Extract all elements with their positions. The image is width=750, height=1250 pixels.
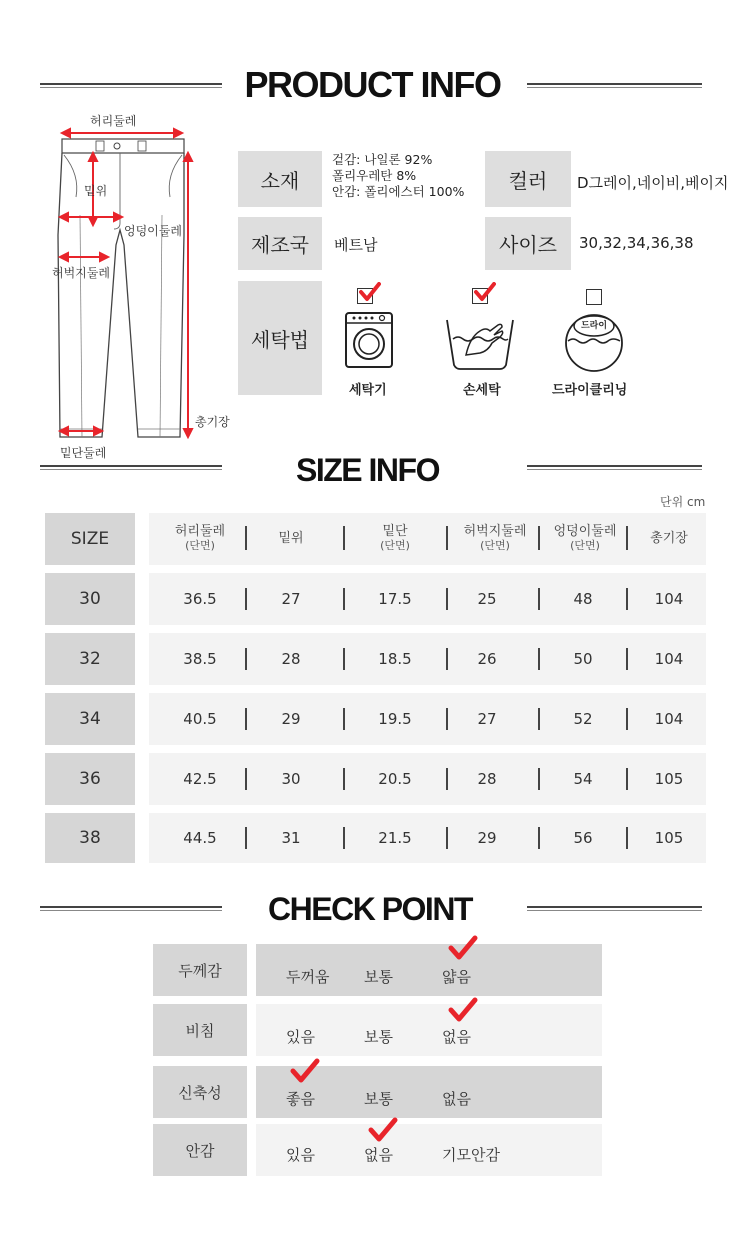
cp-label-sheerness: 비침: [153, 1004, 247, 1056]
size-cell: 38: [45, 813, 135, 863]
value-rise: 30: [281, 770, 301, 788]
column-divider: [446, 768, 448, 790]
value-hem: 18.5: [378, 650, 412, 668]
washing-machine-icon: [344, 311, 394, 369]
size-header: SIZE: [45, 513, 135, 565]
cp-option: 없음: [442, 1090, 471, 1108]
column-divider: [538, 708, 540, 730]
cp-label-lining: 안감: [153, 1124, 247, 1176]
hand-wash-icon: [444, 317, 516, 371]
cp-option-selected: 좋음: [286, 1090, 315, 1108]
size-info-title: SIZE INFO: [296, 452, 439, 488]
col-hip: 엉덩이둘레 (단면): [553, 524, 617, 552]
column-divider: [343, 708, 345, 730]
value-hem: 17.5: [378, 590, 412, 608]
wash-label-hand: 손세탁: [463, 383, 501, 398]
origin-label: 제조국: [238, 217, 322, 270]
check-icon: [368, 1117, 398, 1143]
cp-option: 두꺼움: [286, 968, 330, 986]
cp-label-thickness: 두께감: [153, 944, 247, 996]
col-rise: 밑위: [278, 531, 304, 546]
cp-row: [256, 944, 602, 996]
column-divider: [538, 768, 540, 790]
header-rule-right: [527, 465, 702, 470]
cp-option: 보통: [364, 968, 393, 986]
wash-label: 세탁법: [238, 281, 322, 395]
column-divider: [343, 526, 345, 550]
value-waist: 40.5: [183, 710, 217, 728]
dry-clean-icon-text: 드라이: [580, 321, 608, 331]
value-waist: 36.5: [183, 590, 217, 608]
cp-option: 있음: [286, 1146, 315, 1164]
check-icon: [474, 282, 496, 302]
label-hip: 엉덩이둘레: [124, 224, 182, 238]
pants-outline: [40, 125, 240, 460]
value-rise: 28: [281, 650, 301, 668]
cp-option: 보통: [364, 1090, 393, 1108]
header-rule-left: [40, 83, 222, 88]
label-thigh: 허벅지둘레: [52, 266, 110, 280]
table-row: [149, 693, 706, 745]
size-label: 사이즈: [485, 217, 571, 270]
value-rise: 31: [281, 829, 301, 847]
value-hem: 21.5: [378, 829, 412, 847]
check-icon: [359, 282, 381, 302]
column-divider: [343, 768, 345, 790]
header-rule-left: [40, 906, 222, 911]
label-rise: 밑위: [84, 184, 108, 198]
column-divider: [245, 588, 247, 610]
value-length: 105: [654, 770, 684, 788]
column-divider: [343, 588, 345, 610]
material-label: 소재: [238, 151, 322, 207]
value-hip: 48: [573, 590, 593, 608]
col-hem: 밑단 (단면): [380, 524, 410, 552]
column-divider: [446, 708, 448, 730]
column-divider: [538, 648, 540, 670]
unit-label: 단위 cm: [660, 495, 706, 509]
cp-label-stretch: 신축성: [153, 1066, 247, 1118]
column-divider: [245, 768, 247, 790]
cp-option-selected: 없음: [442, 1028, 471, 1046]
table-row: [149, 573, 706, 625]
material-line-1: 겉감: 나일론 92%: [332, 152, 433, 167]
cp-row: [256, 1124, 602, 1176]
value-waist: 38.5: [183, 650, 217, 668]
value-thigh: 28: [477, 770, 497, 788]
value-thigh: 29: [477, 829, 497, 847]
column-divider: [626, 827, 628, 849]
size-cell: 32: [45, 633, 135, 685]
label-hem: 밑단둘레: [60, 446, 107, 460]
column-divider: [626, 708, 628, 730]
column-divider: [446, 827, 448, 849]
check-icon: [448, 997, 478, 1023]
table-row: [149, 813, 706, 863]
header-rule-left: [40, 465, 222, 470]
material-line-3: 안감: 폴리에스터 100%: [332, 184, 465, 199]
value-hip: 50: [573, 650, 593, 668]
column-divider: [538, 827, 540, 849]
value-length: 104: [654, 590, 684, 608]
value-thigh: 26: [477, 650, 497, 668]
cp-option-selected: 없음: [364, 1146, 393, 1164]
wash-label-machine: 세탁기: [349, 383, 387, 398]
material-line-2: 폴리우레탄 8%: [332, 168, 417, 183]
value-waist: 44.5: [183, 829, 217, 847]
value-thigh: 27: [477, 710, 497, 728]
column-divider: [538, 526, 540, 550]
column-divider: [626, 588, 628, 610]
check-point-title: CHECK POINT: [268, 891, 472, 927]
origin-value: 베트남: [334, 236, 378, 254]
value-hem: 19.5: [378, 710, 412, 728]
column-divider: [446, 588, 448, 610]
col-thigh: 허벅지둘레 (단면): [463, 524, 527, 552]
value-waist: 42.5: [183, 770, 217, 788]
value-hip: 54: [573, 770, 593, 788]
value-length: 104: [654, 650, 684, 668]
value-rise: 27: [281, 590, 301, 608]
size-value: 30,32,34,36,38: [579, 234, 694, 252]
value-rise: 29: [281, 710, 301, 728]
header-rule-right: [527, 83, 702, 88]
column-divider: [245, 526, 247, 550]
column-divider: [245, 648, 247, 670]
header-rule-right: [527, 906, 702, 911]
label-length: 총기장: [195, 415, 230, 429]
table-row: [149, 753, 706, 805]
size-cell: 30: [45, 573, 135, 625]
table-row: [149, 633, 706, 685]
checkbox-dry: [586, 289, 602, 305]
cp-option: 있음: [286, 1028, 315, 1046]
value-hip: 56: [573, 829, 593, 847]
column-divider: [245, 827, 247, 849]
column-divider: [343, 648, 345, 670]
cp-option: 보통: [364, 1028, 393, 1046]
wash-label-dry: 드라이클리닝: [552, 383, 628, 398]
value-thigh: 25: [477, 590, 497, 608]
column-divider: [446, 526, 448, 550]
size-cell: 34: [45, 693, 135, 745]
check-icon: [448, 935, 478, 961]
cp-row: [256, 1004, 602, 1056]
column-divider: [626, 526, 628, 550]
value-length: 105: [654, 829, 684, 847]
column-divider: [538, 588, 540, 610]
column-divider: [626, 648, 628, 670]
cp-option: 기모안감: [442, 1146, 500, 1164]
column-divider: [343, 827, 345, 849]
col-waist: 허리둘레 (단면): [174, 524, 226, 552]
size-columns-header: [149, 513, 706, 565]
check-icon: [290, 1058, 320, 1084]
cp-option-selected: 얇음: [442, 968, 471, 986]
value-hem: 20.5: [378, 770, 412, 788]
value-length: 104: [654, 710, 684, 728]
column-divider: [245, 708, 247, 730]
size-cell: 36: [45, 753, 135, 805]
value-hip: 52: [573, 710, 593, 728]
color-value: D그레이,네이비,베이지: [577, 174, 729, 192]
column-divider: [626, 768, 628, 790]
product-info-title: PRODUCT INFO: [244, 64, 501, 105]
label-waist: 허리둘레: [90, 114, 137, 128]
column-divider: [446, 648, 448, 670]
color-label: 컬러: [485, 151, 571, 207]
col-length: 총기장: [650, 531, 688, 546]
